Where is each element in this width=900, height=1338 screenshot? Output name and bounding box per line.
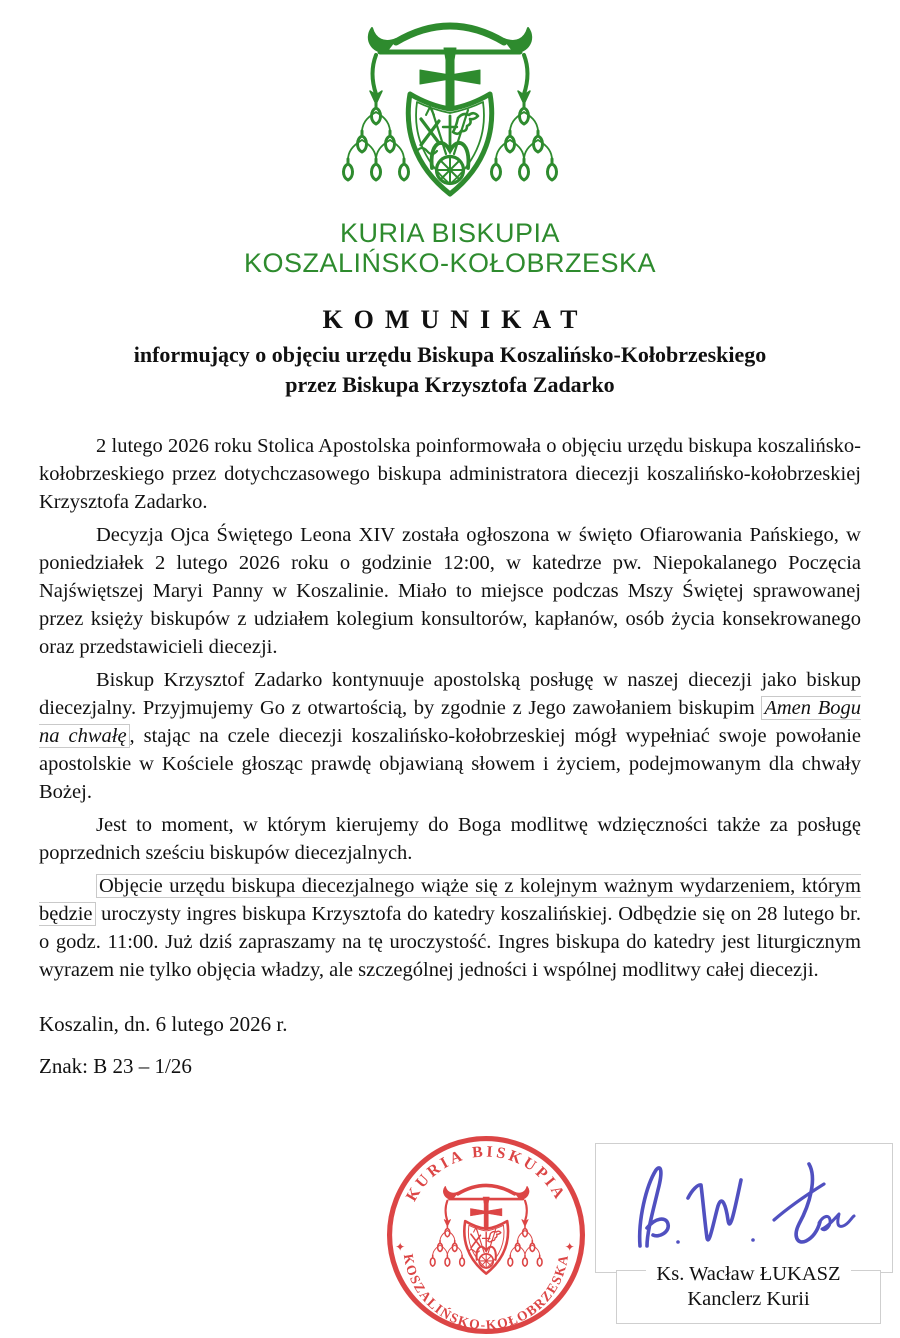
official-seal-stamp [383, 1132, 589, 1338]
seal-top-text: KURIA BISKUPIA [403, 1143, 569, 1205]
org-line2: KOSZALIŃSKO-KOŁOBRZESKA [243, 248, 657, 278]
paragraph-3-rest: , stając na czele diecezji koszalińsko-kołobrzeskiej mógł wypełniać swoje powołanie apostolskie w Kościele głosząc prawdę objawianą słowem i życiem, podejmowanym dla chwały Bożej. [39, 725, 861, 803]
signatory-name-box [616, 1263, 881, 1324]
paragraph-2: Decyzja Ojca Świętego Leona XIV została ogłoszona w święto Ofiarowania Pańskiego, w poniedziałek 2 lutego 2026 roku o godzinie 12:00, w katedrze pw. Niepokalanego Poczęcia Najświętszej Maryi Panny w Koszalinie. Miało to miejsce podczas Mszy Świętej sprawowanej przez księży biskupów z udziałem kolegium konsultorów, kapłanów, osób życia konsekrowanego oraz przedstawicieli diecezji. [39, 524, 861, 658]
bishop-crest-icon [330, 8, 570, 198]
reference-number: Znak: B 23 – 1/26 [39, 1054, 192, 1078]
document-title: KOMUNIKAT [322, 305, 589, 334]
subtitle-line1: informujący o objęciu urzędu Biskupa Koszalińsko-Kołobrzeskiego [133, 342, 767, 367]
signatory-block [646, 1262, 850, 1312]
ingres-annotation-box: Objęcie urzędu biskupa diecezjalnego wiąże się z kolejnym ważnym wydarzeniem, którym będzie [39, 875, 861, 925]
seal-star-right-icon: ✦ [564, 1239, 575, 1254]
document-body [39, 432, 861, 984]
bishop-motto-annotation: Amen Bogu na chwałę [39, 697, 861, 747]
diocese-coat-of-arms [330, 8, 570, 198]
paragraph-5-rest: uroczysty ingres biskupa Krzysztofa do katedry koszalińskiej. Odbędzie się on 28 lutego br. o godz. 11:00. Już dziś zapraszamy na tę uroczystość. Ingres biskupa do katedry jest liturgicznym wyrazem nie tylko objęcia władzy, ale szczególnej jedności i wspólnej modlitwy całej diecezji. [39, 903, 861, 981]
seal-star-left-icon: ✦ [395, 1239, 406, 1254]
document-page [0, 8, 900, 1336]
svg-text:KURIA BISKUPIA [403, 1143, 569, 1204]
seal-bottom-text: KOSZALIŃSKO-KOŁOBRZESKA [400, 1252, 572, 1333]
organization-name [0, 218, 900, 278]
paragraph-3 [39, 666, 861, 806]
document-subtitle [0, 340, 900, 400]
handwritten-signature [626, 1156, 856, 1258]
place-and-date: Koszalin, dn. 6 lutego 2026 r. [39, 1012, 288, 1036]
paragraph-5 [39, 872, 861, 984]
signatory-role: Kanclerz Kurii [687, 1288, 810, 1310]
paragraph-4: Jest to moment, w którym kierujemy do Boga modlitwę wdzięczności także za posługę poprzednich sześciu biskupów diecezjalnych. [39, 814, 861, 864]
paragraph-1: 2 lutego 2026 roku Stolica Apostolska poinformowała o objęciu urzędu biskupa koszalińsko-kołobrzeskiego przez dotychczasowego biskupa administratora diecezji koszalińsko-kołobrzeskiej Krzysztofa Zadarko. [39, 435, 861, 513]
seal-stamp-icon [383, 1132, 589, 1338]
signature-field [595, 1143, 893, 1273]
subtitle-line2: przez Biskupa Krzysztofa Zadarko [285, 372, 615, 397]
org-line1: KURIA BISKUPIA [339, 218, 561, 248]
paragraph-3-text: Biskup Krzysztof Zadarko kontynuuje apostolską posługę w naszej diecezji jako biskup diecezjalny. Przyjmujemy Go z otwartością, by zgodnie z Jego zawołaniem biskupim [39, 669, 861, 719]
signatory-name: Ks. Wacław ŁUKASZ [656, 1263, 841, 1285]
